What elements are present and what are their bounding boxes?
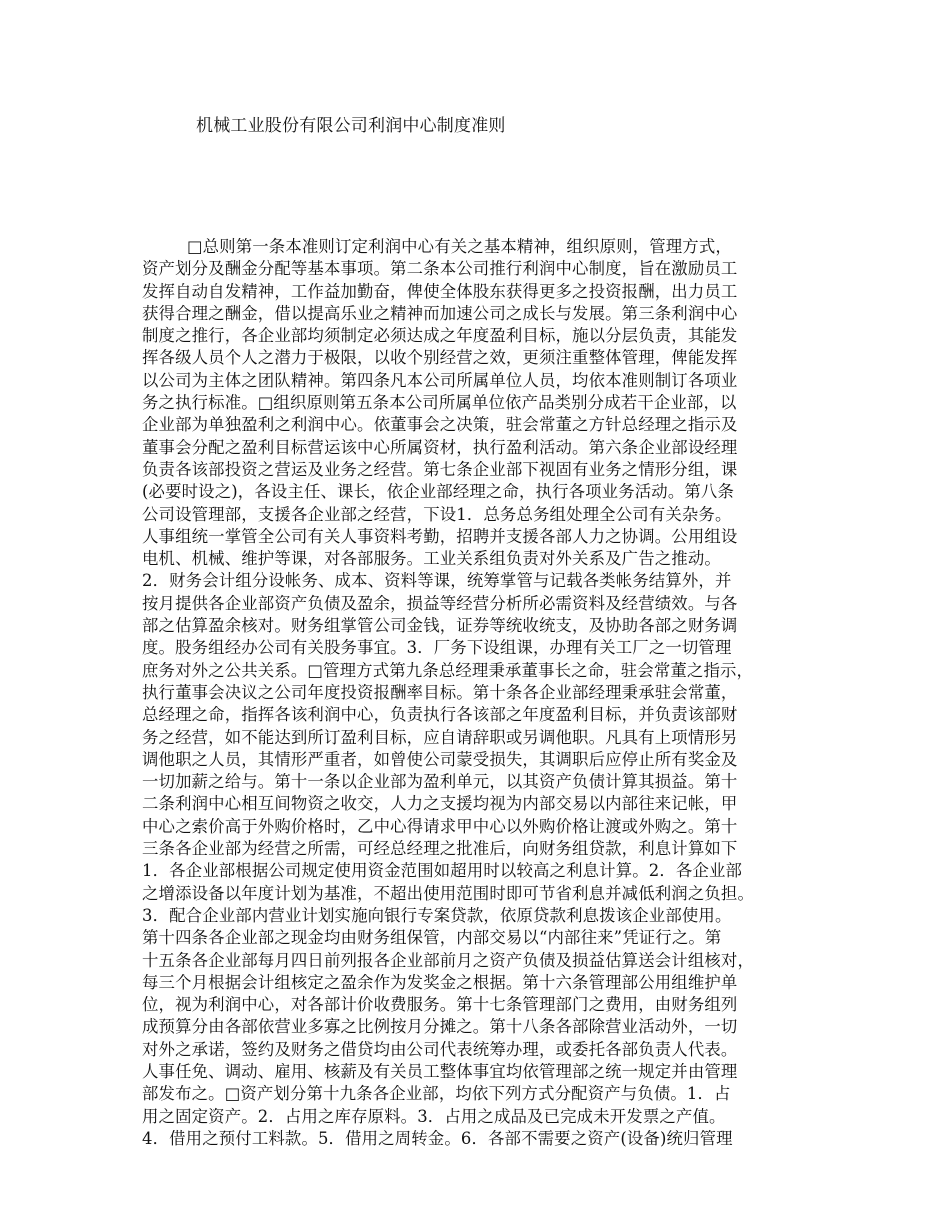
body-line: 用之固定资产。2．占用之库存原料。3．占用之成品及已完成未开发票之产值。 (142, 1106, 726, 1126)
body-line: 执行董事会决议之公司年度投资报酬率目标。第十条各企业部经理秉承驻会常董， (142, 682, 738, 702)
body-line: 资产划分及酬金分配等基本事项。第二条本公司推行利润中心制度，旨在激励员工 (142, 259, 738, 279)
body-line: 位，视为利润中心，对各部计价收费服务。第十七条管理部门之费用，由财务组列 (142, 995, 738, 1015)
body-line: 第十四条各企业部之现金均由财务组保管，内部交易以“内部往来”凭证行之。第 (142, 928, 722, 948)
body-line: 每三个月根据会计组核定之盈余作为发奖金之根据。第十六条管理部公用组维护单 (142, 972, 738, 992)
body-line: □总则第一条本准则订定利润中心有关之基本精神，组织原则，管理方式， (187, 237, 732, 256)
body-line: 部发布之。□资产划分第十九条各企业部，均依下列方式分配资产与负债。1．占 (142, 1084, 731, 1104)
body-line: 一切加薪之给与。第十一条以企业部为盈利单元，以其资产负债计算其损益。第十 (142, 772, 738, 792)
body-line: 挥各级人员个人之潜力于极限，以收个别经营之效，更须注重整体管理，俾能发挥 (142, 348, 738, 368)
body-line: 总经理之命，指挥各该利润中心，负责执行各该部之年度盈利目标，并负责该部财 (142, 705, 738, 725)
body-line: 人事组统一掌管全公司有关人事资料考勤，招聘并支援各部人力之协调。公用组设 (142, 526, 738, 546)
body-line: 中心之索价高于外购价格时，乙中心得请求甲中心以外购价格让渡或外购之。第十 (142, 816, 738, 836)
body-line: 三条各企业部为经营之所需，可经总经理之批准后，向财务组贷款，利息计算如下 (142, 839, 738, 859)
body-line: 度。股务组经办公司有关股务事宜。3．厂务下设组课，办理有关工厂之一切管理 (142, 638, 732, 658)
body-line: 以公司为主体之团队精神。第四条凡本公司所属单位人员，均依本准则制订各项业 (142, 370, 738, 390)
body-line: 2．财务会计组分设帐务、成本、资料等课，统筹掌管与记载各类帐务结算外，并 (142, 571, 732, 591)
body-line: 人事任免、调动、雇用、核薪及有关员工整体事宜均依管理部之统一规定并由管理 (142, 1061, 738, 1081)
body-line: 负责各该部投资之营运及业务之经营。第七条企业部下视固有业务之情形分组，课 (142, 459, 738, 479)
body-line: 对外之承诺，签约及财务之借贷均由公司代表统筹办理，或委托各部负责人代表。 (142, 1039, 738, 1059)
body-line: 庶务对外之公共关系。□管理方式第九条总经理秉承董事长之命，驻会常董之指示， (142, 660, 754, 680)
body-line: 务之经营，如不能达到所订盈利目标，应自请辞职或另调他职。凡具有上项情形另 (142, 727, 738, 747)
body-line: 务之执行标准。□组织原则第五条本公司所属单位依产品类别分成若干企业部，以 (142, 393, 737, 413)
body-line: 公司设管理部，支援各企业部之经营，下设1．总务总务组处理全公司有关杂务。 (142, 504, 732, 524)
body-line: 调他职之人员，其情形严重者，如曾使公司蒙受损失，其调职后应停止所有奖金及 (142, 749, 738, 769)
body-line: 3．配合企业部内营业计划实施向银行专案贷款，依原贷款利息拨该企业部使用。 (142, 905, 732, 925)
body-line: 企业部为单独盈利之利润中心。依董事会之决策，驻会常董之方针总经理之指示及 (142, 415, 738, 435)
body-line: 获得合理之酬金，借以提高乐业之精神而加速公司之成长与发展。第三条利润中心 (142, 303, 738, 323)
body-line: 董事会分配之盈利目标营运该中心所属资材，执行盈利活动。第六条企业部设经理 (142, 437, 738, 457)
document-body (142, 236, 832, 1150)
body-line: 成预算分由各部依营业多寡之比例按月分摊之。第十八条各部除营业活动外，一切 (142, 1017, 738, 1037)
body-line: 按月提供各企业部资产负债及盈余，损益等经营分析所必需资料及经营绩效。与各 (142, 593, 738, 613)
body-line: 十五条各企业部每月四日前列报各企业部前月之资产负债及损益估算送会计组核对， (142, 950, 755, 970)
body-line: 之增添设备以年度计划为基准，不超出使用范围时即可节省利息并减低利润之负担。 (142, 883, 755, 903)
body-line: 4．借用之预付工料款。5．借用之周转金。6．各部不需要之资产(设备)统归管理 (142, 1128, 733, 1148)
body-line: 电机、机械、维护等课，对各部服务。工业关系组负责对外关系及广告之推动。 (142, 549, 721, 569)
document-title: 机械工业股份有限公司利润中心制度准则 (196, 116, 506, 136)
body-line: 制度之推行，各企业部均须制定必须达成之年度盈利目标，施以分层负责，其能发 (142, 326, 738, 346)
body-line: 二条利润中心相互间物资之收交，人力之支援均视为内部交易以内部往来记帐，甲 (142, 794, 738, 814)
body-line: 部之估算盈余核对。财务组掌管公司金钱，证券等统收统支，及协助各部之财务调 (142, 616, 738, 636)
body-line: 发挥自动自发精神，工作益加勤奋，俾使全体股东获得更多之投资报酬，出力员工 (142, 281, 738, 301)
body-line: 1．各企业部根据公司规定使用资金范围如超用时以较高之利息计算。2．各企业部 (142, 861, 743, 881)
body-line: (必要时设之)，各设主任、课长，依企业部经理之命，执行各项业务活动。第八条 (142, 482, 735, 502)
